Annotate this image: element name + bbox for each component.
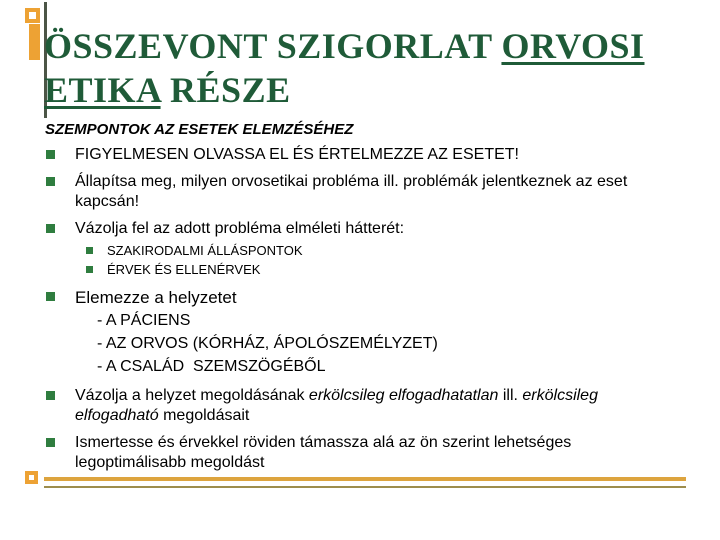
bullet-item-2 — [46, 172, 666, 212]
small-square-bullet-icon — [86, 266, 93, 273]
square-bullet-icon — [46, 177, 55, 186]
square-bullet-icon — [46, 292, 55, 301]
bottom-left-accent-square — [25, 471, 38, 484]
bullet-item-5-seg4-italic: erkölcsileg elfogadható — [75, 387, 598, 424]
perspective-line-doctor: - AZ ORVOS (KÓRHÁZ, ÁPOLÓSZEMÉLYZET) — [97, 335, 438, 352]
bullet-item-6 — [46, 433, 666, 473]
title-line1-underlined: ORVOSI — [501, 26, 645, 66]
bullet-item-4 — [46, 287, 666, 308]
bottom-thin-line — [44, 486, 686, 488]
square-bullet-icon — [46, 150, 55, 159]
bullet-item-5 — [46, 386, 666, 426]
perspective-line-patient: - A PÁCIENS — [97, 312, 191, 329]
bullet-item-6-text: Ismertesse és érvekkel röviden támassza alá az ön szerint lehetséges legoptimálisabb megoldást — [75, 434, 572, 471]
sub-bullet-item-2 — [86, 262, 666, 278]
page-title — [44, 24, 692, 112]
bullet-item-5-seg5: megoldásait — [158, 407, 250, 424]
bullet-item-5-seg2-italic: erkölcsileg elfogadhatatlan — [308, 387, 499, 404]
title-line2-underlined: ETIKA — [44, 70, 161, 110]
square-bullet-icon — [46, 224, 55, 233]
bullet-item-2-text: Állapítsa meg, milyen orvosetikai probléma ill. problémák jelentkeznek az eset kapcsán! — [75, 173, 628, 210]
bullet-item-3-text: Vázolja fel az adott probléma elméleti hátterét: — [75, 220, 405, 237]
bullet-item-3 — [46, 219, 666, 239]
top-left-accent-square — [25, 8, 40, 23]
bullet-item-1-text: FIGYELMESEN OLVASSA EL ÉS ÉRTELMEZZE AZ ESETET! — [75, 146, 519, 163]
square-bullet-icon — [46, 391, 55, 400]
title-line1-plain: ÖSSZEVONT SZIGORLAT — [44, 26, 502, 66]
bullet-item-1 — [46, 145, 666, 165]
perspective-line-family: - A CSALÁD SZEMSZÖGÉBŐL — [97, 358, 326, 375]
small-square-bullet-icon — [86, 247, 93, 254]
top-left-gold-bar — [29, 24, 40, 60]
title-line2-plain: RÉSZE — [160, 70, 291, 110]
square-bullet-icon — [46, 438, 55, 447]
bullet-item-4-text: Elemezze a helyzetet — [75, 288, 237, 307]
sub-bullet-item-1-text: SZAKIRODALMI ÁLLÁSPONTOK — [107, 243, 303, 258]
sub-bullet-item-2-text: ÉRVEK ÉS ELLENÉRVEK — [107, 262, 261, 277]
section-heading: SZEMPONTOK AZ ESETEK ELEMZÉSÉHEZ — [45, 121, 354, 138]
bullet-item-5-seg1: Vázolja a helyzet megoldásának — [75, 387, 309, 404]
sub-bullet-item-1 — [86, 243, 666, 259]
slide-body — [44, 121, 666, 480]
bullet-item-5-seg3: ill. — [498, 387, 523, 404]
bullet-item-5-text — [75, 386, 666, 426]
